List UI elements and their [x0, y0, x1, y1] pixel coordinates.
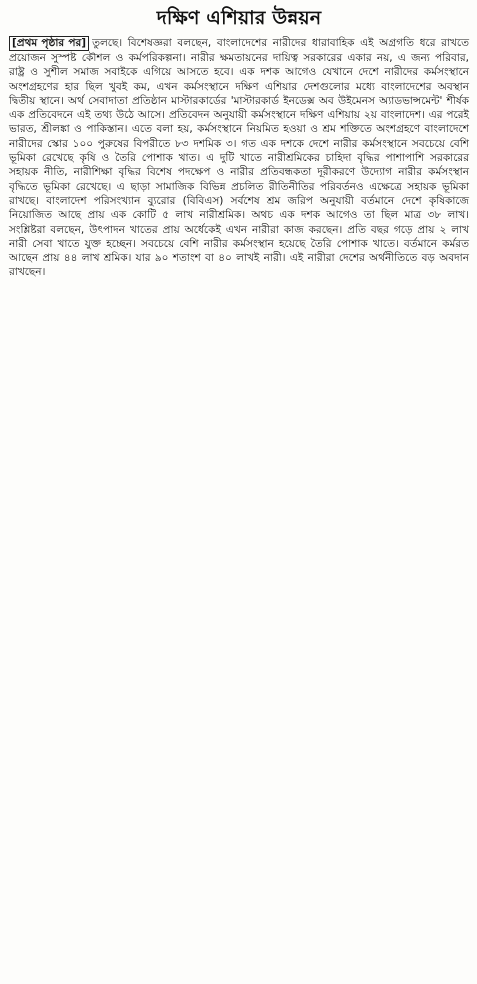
article-body-text: তুলছে। বিশেষজ্ঞরা বলছেন, বাংলাদেশের নারীদের ধারাবাহিক এই অগ্রগতি ধরে রাখতে প্রয়োজন সুস্পষ্ট কৌশল ও কর্মপরিকল্পনা। নারীর ক্ষমতায়নের দায়িত্ব সরকারের একার নয়, এ জন্য পরিবার, রাষ্ট্র ও সুশীল সমাজ সবাইকে এগিয়ে আসতে হবে। এক দশক আগেও যেখানে দেশে নারীদের কর্মসংস্থানে অংশগ্রহণের হার ছিল খুবই কম, এখন কর্মসংস্থানে দক্ষিণ এশিয়ার দেশগুলোর মধ্যে বাংলাদেশের অবস্থান দ্বিতীয় স্থানে। অর্থ সেবাদাতা প্রতিষ্ঠান মাস্টারকার্ডের 'মাস্টারকার্ড ইনডেক্স অব উইমেনস অ্যাডভান্সমেন্ট' শীর্ষক এক প্রতিবেদনে এই তথ্য উঠে আসে। প্রতিবেদন অনুযায়ী কর্মসংস্থানে দক্ষিণ এশিয়ায় ২য় বাংলাদেশ। এর পরেই ভারত, শ্রীলঙ্কা ও পাকিস্তান। এতে বলা হয়, কর্মসংস্থানে নিয়মিত হওয়া ও শ্রম শক্তিতে অংশগ্রহণে বাংলাদেশে নারীদের স্কোর ১০০ পুরুষের বিপরীতে ৮৩ দশমিক ৩। গত এক দশকে দেশে নারীর কর্মসংস্থানে সবচেয়ে বেশি ভূমিকা রেখেছে কৃষি ও তৈরি পোশাক খাত। এ দুটি খাতে নারীশ্রমিকের চাহিদা বৃদ্ধির পাশাপাশি সরকারের সহায়ক নীতি, নারীশিক্ষা বৃদ্ধির বিশেষ পদক্ষেপ ও নারীর প্রতিবন্ধকতা দূরীকরণে উদ্যোগ নারীর কর্মসংস্থান বৃদ্ধিতে ভূমিকা রেখেছে। এ ছাড়া সামাজিক বিভিন্ন প্রচলিত রীতিনীতির পরিবর্তনও এক্ষেত্রে সহায়ক ভূমিকা রাখছে। বাংলাদেশ পরিসংখ্যান ব্যুরোর (বিবিএস) সর্বশেষ শ্রম জরিপ অনুযায়ী বর্তমানে দেশে কৃষিকাজে নিয়োজিত আছে প্রায় এক কোটি ৫ লাখ নারীশ্রমিক। অথচ এক দশক আগেও তা ছিল মাত্র ৩৮ লাখ। সংশ্লিষ্টরা বলছেন, উৎপাদন খাতের প্রায় অর্ধেকেই এখন নারীরা কাজ করছেন। প্রতি বছর গড়ে প্রায় ২ লাখ নারী সেবা খাতে যুক্ত হচ্ছেন। সবচেয়ে বেশি নারীর কর্মসংস্থান হয়েছে তৈরি পোশাক খাতে। বর্তমানে কর্মরত আছেন প্রায় ৪৪ লাখ শ্রমিক। যার ৯০ শতাংশ বা ৪০ লাখই নারী। এই নারীরা দেশের অর্থনীতিতে বড় অবদান রাখছেন। — [9, 37, 469, 279]
article-body — [9, 36, 469, 280]
headline-container — [9, 6, 469, 30]
continuation-label: [প্রথম পৃষ্ঠার পর] — [9, 36, 89, 51]
headline: দক্ষিণ এশিয়ার উন্নয়ন — [156, 7, 322, 29]
